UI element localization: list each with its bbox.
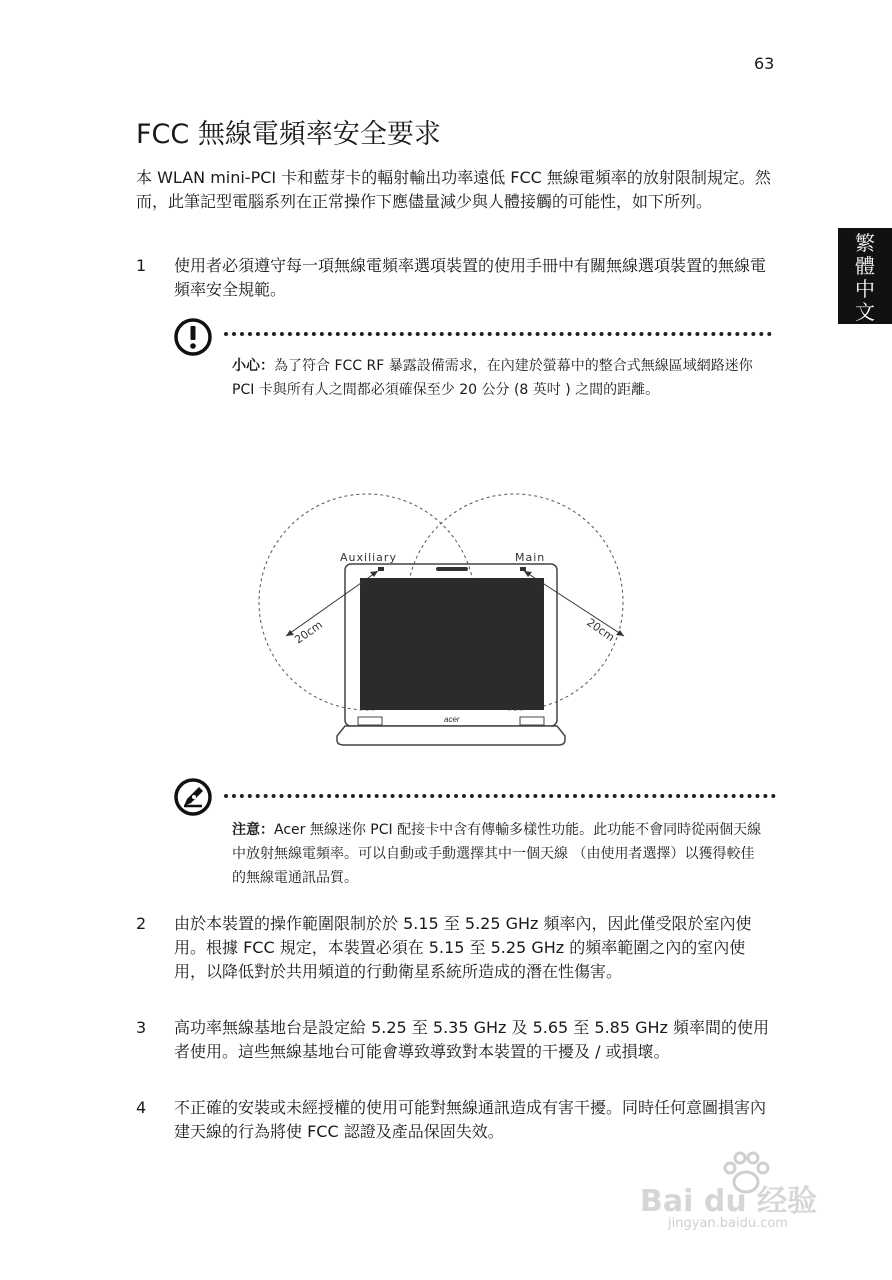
list-item — [136, 254, 776, 302]
item-text: 高功率無線基地台是設定給 5.25 至 5.35 GHz 及 5.65 至 5.85 GHz 頻率間的使用者使用。這些無線基地台可能會導致導致對本裝置的干擾及 / 或損壞。 — [174, 1018, 770, 1061]
main-distance-label: 20cm — [584, 615, 617, 645]
intro-paragraph: 本 WLAN mini-PCI 卡和藍芽卡的輻射輸出功率遠低 FCC 無線電頻率的放射限制規定。然而，此筆記型電腦系列在正常操作下應儘量減少與人體接觸的可能性，如下所列。 — [136, 168, 771, 211]
page-number: 63 — [754, 54, 775, 73]
caution-note — [232, 354, 772, 402]
antenna-diagram — [230, 440, 660, 760]
item-text: 由於本裝置的操作範圍限制於於 5.15 至 5.25 GHz 頻率內，因此僅受限於室內使用。根據 FCC 規定，本裝置必須在 5.15 至 5.25 GHz 的頻率範圍之內的室內使用，以降低對於共用頻道的行動衛星系統所造成的潛在性傷害。 — [174, 914, 752, 981]
auxiliary-distance-label: 20cm — [292, 618, 325, 647]
baidu-logo-text: Bai du 经验 — [640, 1184, 818, 1219]
note-text: Acer 無線迷你 PCI 配接卡中含有傳輸多樣性功能。此功能不會同時從兩個天線中放射無線電頻率。可以自動或手動選擇其中一個天線 （由使用者選擇）以獲得較佳的無線電通訊品質。 — [232, 822, 762, 886]
caution-label: 小心： — [232, 358, 274, 374]
language-tab-char-3: 中 — [855, 277, 875, 301]
list-item — [136, 1016, 776, 1064]
note-label: 注意： — [232, 822, 274, 838]
list-item — [136, 912, 776, 984]
item-number: 2 — [136, 914, 147, 933]
laptop-base — [337, 726, 565, 745]
exclamation-circle-icon — [172, 316, 214, 358]
item-text: 使用者必須遵守每一項無線電頻率選項裝置的使用手冊中有關無線選項裝置的無線電頻率安全規範。 — [174, 256, 767, 299]
baidu-url: jingyan.baidu.com — [668, 1216, 788, 1231]
language-tab-char-4: 文 — [855, 300, 875, 324]
item-number: 1 — [136, 256, 147, 275]
language-tab — [838, 228, 892, 324]
auxiliary-label: Auxiliary — [340, 551, 397, 564]
item-number: 3 — [136, 1018, 147, 1037]
main-label: Main — [515, 551, 546, 564]
item-number: 4 — [136, 1098, 147, 1117]
page-title: FCC 無線電頻率安全要求 — [136, 119, 441, 150]
caution-divider — [224, 332, 772, 336]
language-tab-char-1: 繁 — [855, 231, 875, 255]
language-tab-char-2: 體 — [855, 254, 875, 278]
pen-circle-icon — [172, 776, 214, 818]
note-divider — [224, 794, 776, 798]
item-text: 不正確的安裝或未經授權的使用可能對無線通訊造成有害干擾。同時任何意圖損害內建天線的行為將使 FCC 認證及產品保固失效。 — [174, 1098, 767, 1141]
list-item — [136, 1096, 776, 1144]
laptop-brand: acer — [444, 715, 460, 724]
caution-text: 為了符合 FCC RF 暴露設備需求，在內建於螢幕中的整合式無線區域網路迷你 PCI 卡與所有人之間都必須確保至少 20 公分 (8 英吋 ) 之間的距離。 — [232, 358, 753, 398]
note-block — [232, 818, 762, 890]
laptop-screen — [360, 578, 544, 710]
